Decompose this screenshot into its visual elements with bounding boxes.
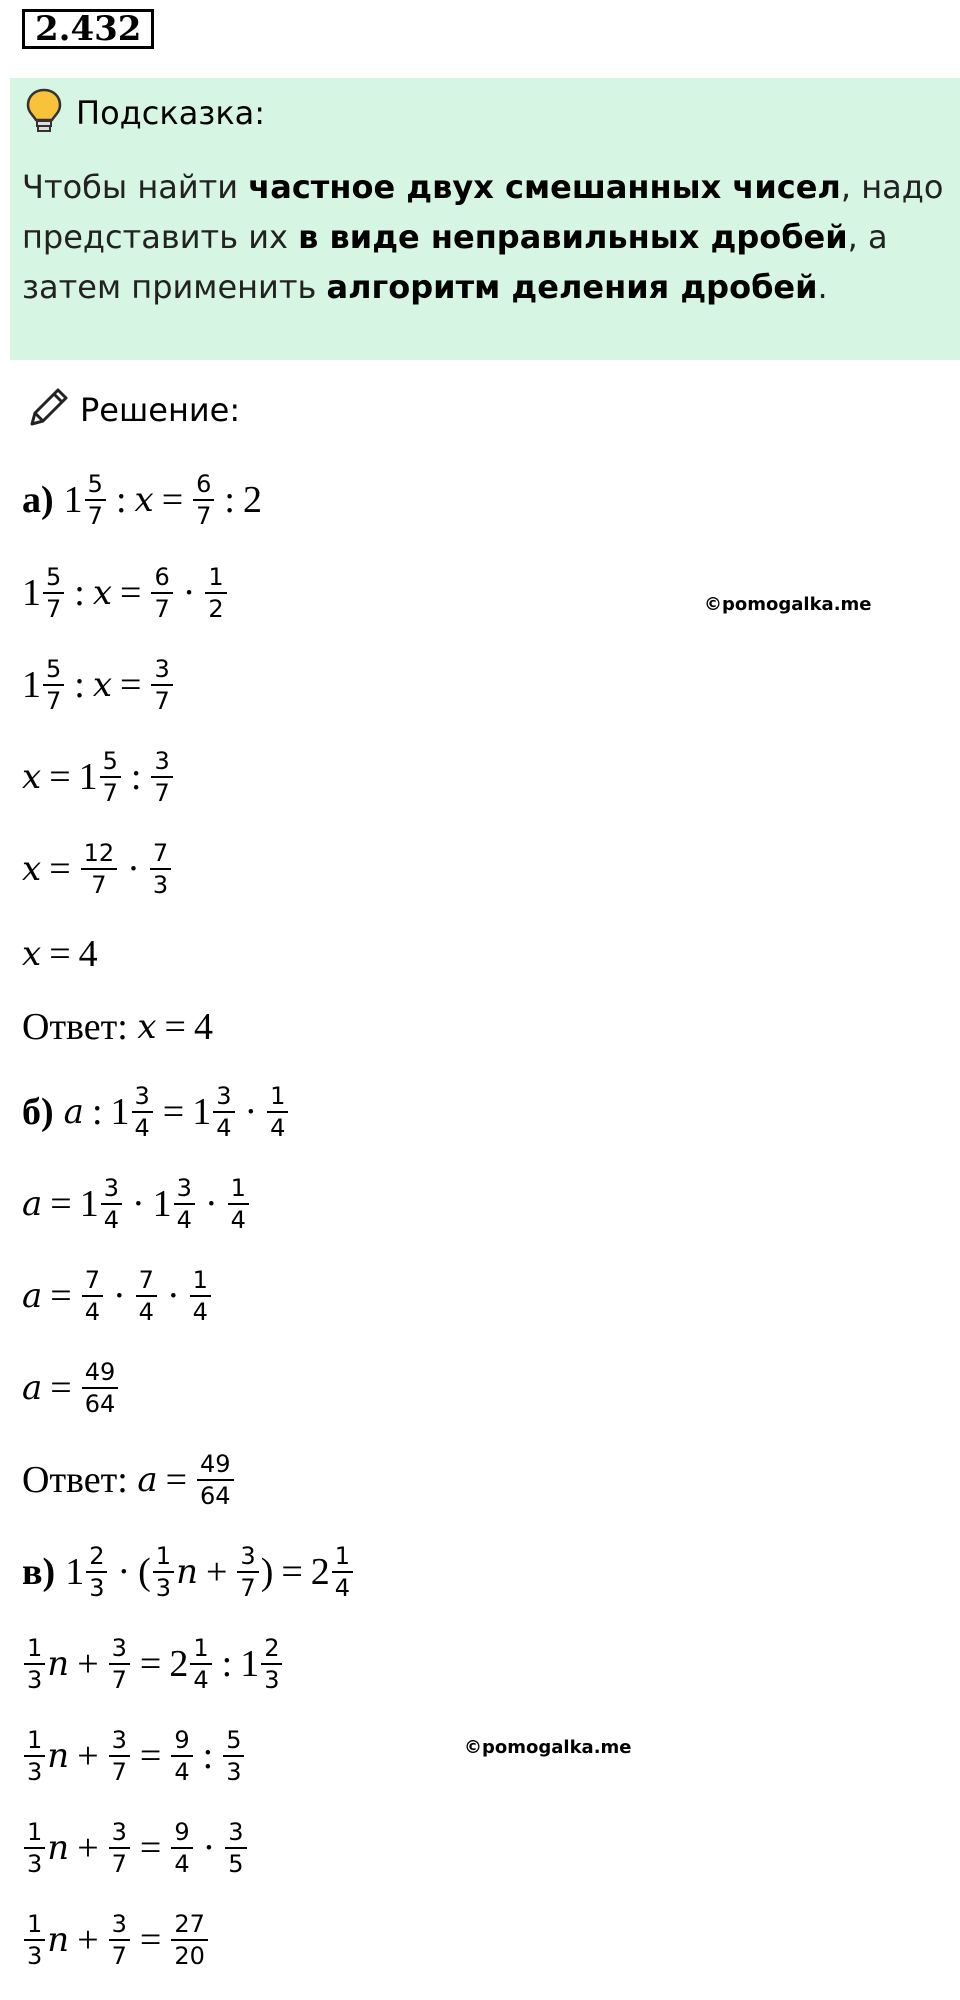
task-number: 2.432	[22, 9, 154, 49]
lightbulb-icon	[24, 87, 64, 140]
hint-title: Подсказка:	[76, 94, 266, 132]
pencil-icon	[24, 384, 72, 437]
answer-line: Ответ: x = 4	[22, 1006, 213, 1048]
hint-text: Чтобы найти частное двух смешанных чисел, надо представить их в виде неправильных дробей, а затем применить алгоритм деления дробей.	[22, 168, 944, 306]
watermark: ©pomogalka.me	[464, 1737, 632, 1758]
solution-title: Решение:	[80, 391, 241, 429]
equation-line: 1 3 n + $\frac{3}{7}$ = 2 $\frac{1}{4}$ : 1 2 3	[22, 1629, 284, 1699]
equation-line: 1 3 n + $\frac{3}{7}$ = $\frac{9}{4}$ · 3 5	[22, 1813, 249, 1883]
equation-line: 1 5 7 : x = $\frac{3}{7}$	[22, 650, 175, 720]
equation-line: а) 1 5 7 : x = $\frac{6}{7}$ : 2	[22, 470, 262, 530]
answer-line: Ответ: a = $\frac{49}{64}$	[22, 1445, 236, 1515]
equation-line: a = $\frac{49}{64}$	[22, 1353, 120, 1423]
hint-box	[10, 78, 960, 360]
watermark: ©pomogalka.me	[704, 594, 872, 615]
equation-line: x = 4	[22, 933, 98, 975]
equation-line: 1 3 n + $\frac{3}{7}$ = $\frac{27}{20}$	[22, 1905, 210, 1975]
equation-line: a = 1 $\frac{3}{4}$ · 1 3 4 · 1 4	[22, 1169, 251, 1239]
equation-line: 1 3 n + $\frac{3}{7}$ = $\frac{9}{4}$ : 5 3	[22, 1721, 246, 1791]
equation-line: в) 1 2 3 · ( 1 3 n + $\frac{3}{7}$ ) = 2 $\frac{1}{4}$	[22, 1537, 355, 1607]
equation-line: 1 5 7 : x = $\frac{6}{7}$ · 1 2	[22, 558, 229, 628]
equation-line: б) a : 1 $\frac{3}{4}$ = 1 $\frac{3}{4}$ · 1 4	[22, 1077, 290, 1147]
equation-line: x = 1 $\frac{5}{7}$ : 3 7	[22, 742, 175, 812]
equation-line: a = $\frac{7}{4}$ · 7 4 · 1 4	[22, 1261, 213, 1331]
equation-line: x = $\frac{12}{7}$ · 7 3	[22, 834, 173, 904]
